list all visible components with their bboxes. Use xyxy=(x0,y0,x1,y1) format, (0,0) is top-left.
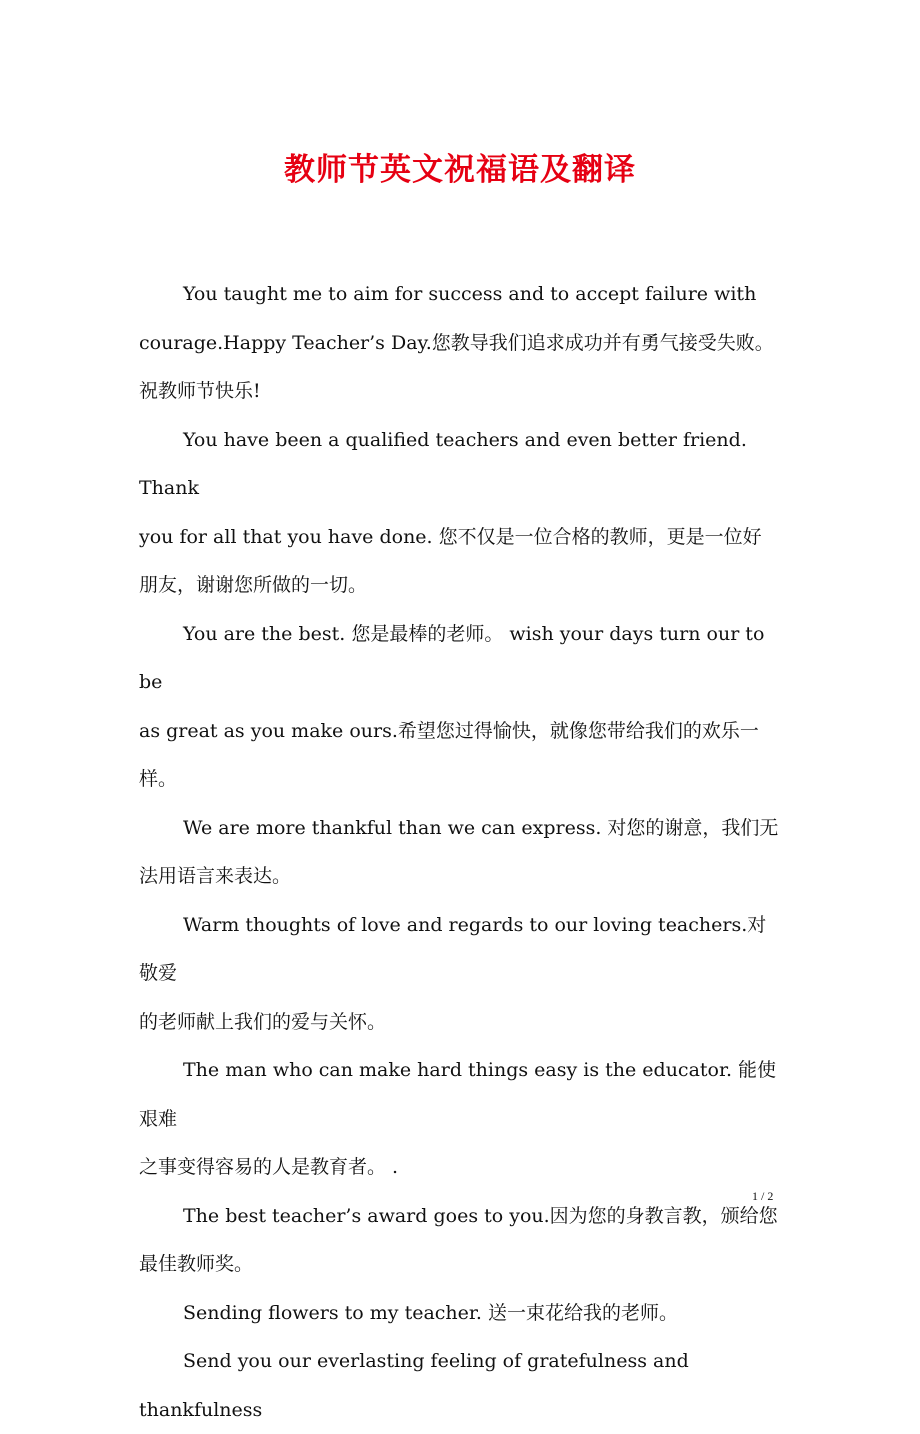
paragraph-2-line-3: 朋友，谢谢您所做的一切。 xyxy=(139,574,368,596)
paragraph-9 xyxy=(139,1337,785,1434)
paragraph-3-line-3: 样。 xyxy=(139,768,178,790)
paragraph-7 xyxy=(139,1192,785,1289)
paragraph-4-line-1: We are more thankful than we can express. 对您的谢意，我们无 xyxy=(183,816,779,839)
paragraph-2-line-2: you for all that you have done. 您不仅是一位合格的教师，更是一位好 xyxy=(139,525,762,548)
paragraph-2-line-1: You have been a qualified teachers and even better friend. Thank xyxy=(139,428,747,499)
paragraph-3-line-2: as great as you make ours.希望您过得愉快，就像您带给我们的欢乐一 xyxy=(139,719,759,742)
document-body xyxy=(139,270,785,1434)
paragraph-7-line-2: 最佳教师奖。 xyxy=(139,1253,254,1275)
paragraph-9-line-1: Send you our everlasting feeling of gratefulness and thankfulness xyxy=(139,1350,689,1421)
paragraph-1-line-2: courage.Happy Teacher’s Day.您教导我们追求成功并有勇气接受失败。 xyxy=(139,331,774,354)
paragraph-1-line-3: 祝教师节快乐! xyxy=(139,380,261,402)
paragraph-4 xyxy=(139,804,785,901)
paragraph-8-line-1: Sending flowers to my teacher. 送一束花给我的老师。 xyxy=(183,1301,678,1324)
paragraph-3 xyxy=(139,610,785,804)
paragraph-1 xyxy=(139,270,785,416)
paragraph-6 xyxy=(139,1046,785,1192)
paragraph-5-line-2: 的老师献上我们的爱与关怀。 xyxy=(139,1010,387,1033)
paragraph-7-line-1: The best teacher’s award goes to you.因为您的身教言教，颁给您 xyxy=(183,1204,778,1227)
paragraph-4-line-2: 法用语言来表达。 xyxy=(139,865,292,887)
paragraph-5 xyxy=(139,901,785,1047)
page-number: 1 / 2 xyxy=(752,1189,774,1203)
paragraph-2 xyxy=(139,416,785,610)
paragraph-5-line-1: Warm thoughts of love and regards to our loving teachers.对敬爱 xyxy=(139,913,767,984)
paragraph-6-line-2: 之事变得容易的人是教育者。 . xyxy=(139,1156,399,1178)
paragraph-1-line-1: You taught me to aim for success and to accept failure with xyxy=(183,283,757,305)
document-title: 教师节英文祝福语及翻译 xyxy=(284,152,636,188)
paragraph-8 xyxy=(139,1289,785,1338)
paragraph-3-line-1: You are the best. 您是最棒的老师。 wish your days turn our to be xyxy=(139,622,765,693)
paragraph-6-line-1: The man who can make hard things easy is the educator. 能使艰难 xyxy=(139,1059,777,1130)
